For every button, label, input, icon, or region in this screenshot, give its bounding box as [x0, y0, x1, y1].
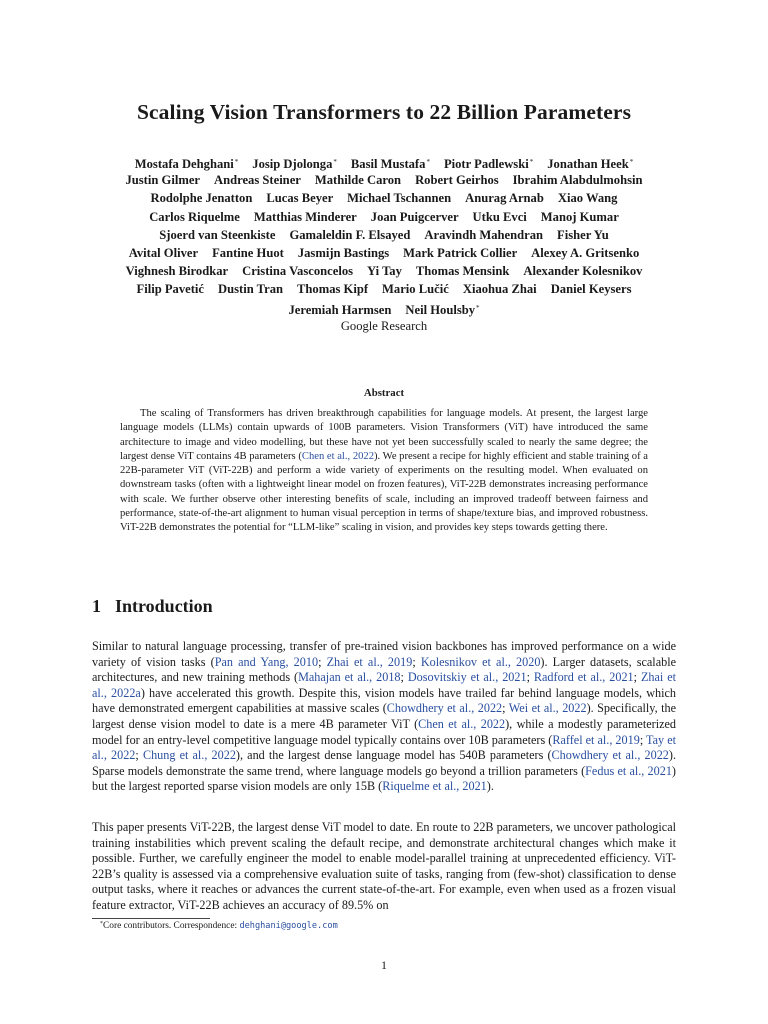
author-name	[289, 228, 410, 242]
paragraph-text: ;	[639, 732, 647, 747]
citation-link[interactable]: Chen et al., 2022	[301, 450, 375, 462]
author-name-text: Justin Gilmer	[125, 173, 200, 188]
author-name-text: Thomas Mensink	[415, 264, 510, 279]
paragraph-text: ;	[502, 701, 509, 716]
core-contributor-mark: *	[234, 158, 239, 166]
author-name	[242, 264, 353, 278]
author-name	[252, 157, 337, 171]
author-name-text: Piotr Padlewski	[443, 157, 529, 171]
citation-link[interactable]: Raffel et al., 2019	[552, 732, 640, 747]
author-name	[298, 246, 389, 260]
author-name-text: Jonathan Heek	[547, 157, 629, 171]
author-name	[551, 282, 632, 296]
citation-link[interactable]: Radford et al., 2021	[533, 670, 634, 685]
paragraph-text: ). Specifically, the largest dense vision model to date is a mere 4B parameter ViT (	[92, 701, 676, 731]
author-name-text: Filip Pavetić	[136, 282, 205, 297]
author-name	[473, 210, 527, 224]
author-name-text: Alexey A. Gritsenko	[531, 245, 640, 260]
footnote-text: Core contributors. Correspondence:	[103, 921, 240, 931]
author-name	[367, 264, 402, 278]
intro-paragraph-2	[92, 820, 676, 914]
author-name-text: Xiaohua Zhai	[462, 282, 537, 297]
paragraph-text: ). Sparse models demonstrate the same trend, where language models go beyond a trillion parameters (	[92, 748, 676, 778]
citation-link[interactable]: Fedus et al., 2021	[585, 763, 672, 778]
author-name	[218, 282, 283, 296]
citation-link[interactable]: Wei et al., 2022	[508, 701, 587, 716]
section-heading	[92, 596, 213, 617]
author-name	[405, 303, 479, 317]
author-line	[70, 280, 698, 298]
author-name-text: Gamaleldin F. Elsayed	[289, 227, 411, 242]
author-name	[463, 282, 537, 296]
author-name-text: Mathilde Caron	[314, 173, 402, 188]
citation-link[interactable]: Dosovitskiy et al., 2021	[407, 670, 527, 685]
core-contributor-mark: *	[529, 158, 534, 166]
author-name-text: Aravindh Mahendran	[424, 227, 544, 242]
author-name-text: Daniel Keysers	[550, 282, 632, 297]
paragraph-text: ), while a modestly parameterized model for an entry-level competitive language model typically contains over 10B parameters (	[92, 716, 676, 747]
author-name	[415, 173, 499, 187]
author-name	[151, 191, 253, 205]
author-name-text: Mario Lučić	[382, 282, 449, 297]
author-name	[531, 246, 639, 260]
author-name-text: Joan Puigcerver	[370, 209, 459, 224]
author-name-text: Fisher Yu	[557, 227, 609, 242]
citation-link[interactable]: Zhai et al., 2019	[326, 654, 413, 669]
citation-link[interactable]: Tay et al., 2022	[92, 732, 676, 763]
author-line	[70, 244, 698, 262]
author-name-text: Michael Tschannen	[347, 191, 452, 206]
author-name	[547, 157, 633, 171]
citation-link[interactable]: Mahajan et al., 2018	[298, 670, 401, 685]
author-name-text: Utku Evci	[472, 209, 527, 224]
author-name-text: Fantine Huot	[212, 245, 284, 260]
correspondence-email-link[interactable]: dehghani@google.com	[239, 921, 338, 931]
author-name	[465, 191, 544, 205]
author-name	[297, 282, 368, 296]
author-name	[444, 157, 533, 171]
author-name-text: Basil Mustafa	[350, 157, 426, 171]
core-contributor-mark: *	[426, 158, 430, 166]
author-line	[70, 153, 698, 171]
author-name-text: Sjoerd van Steenkiste	[159, 227, 276, 242]
author-name-text: Jasmijn Bastings	[297, 245, 390, 260]
author-name-text: Lucas Beyer	[266, 191, 334, 206]
author-list	[70, 153, 698, 335]
paragraph-text: The scaling of Transformers has driven breakthrough capabilities for language models. At present, the largest large language models (LLMs) contain upwards of 100B parameters. Vision Transformers (ViT) have introduced the same architecture to image and video modelling, but these have not yet been successfully scaled to nearly the same degree; the largest dense ViT contains 4B parameters (	[120, 408, 648, 462]
affiliation: Google Research	[340, 318, 428, 333]
author-name-text: Cristina Vasconcelos	[242, 264, 354, 279]
author-name	[371, 210, 459, 224]
author-name	[126, 264, 229, 278]
section-number: 1	[92, 596, 101, 616]
footnote-mark: *	[100, 921, 103, 927]
paragraph-text: ;	[400, 670, 408, 685]
author-name-text: Manoj Kumar	[540, 209, 619, 224]
citation-link[interactable]: Chung et al., 2022	[142, 748, 236, 763]
author-name-text: Neil Houlsby	[405, 302, 476, 317]
author-line	[70, 262, 698, 280]
paragraph-text: ;	[135, 748, 143, 763]
author-name-text: Josip Djolonga	[252, 157, 333, 171]
author-name	[403, 246, 517, 260]
page-number: 1	[381, 958, 387, 972]
author-name	[523, 264, 642, 278]
author-name	[288, 303, 391, 317]
author-name	[266, 191, 333, 205]
footnote	[100, 921, 338, 931]
author-name-text: Alexander Kolesnikov	[523, 264, 643, 279]
citation-link[interactable]: Zhai et al., 2022a	[92, 670, 677, 700]
author-name	[149, 210, 240, 224]
author-name-text: Jeremiah Harmsen	[288, 302, 392, 317]
citation-link[interactable]: Chowdhery et al., 2022	[551, 748, 669, 763]
section-title: Introduction	[115, 596, 213, 616]
author-name-text: Robert Geirhos	[415, 173, 499, 188]
author-name-text: Yi Tay	[367, 264, 402, 279]
author-name	[212, 246, 284, 260]
author-name	[416, 264, 509, 278]
author-name	[214, 173, 301, 187]
paragraph-text: ).	[486, 779, 494, 794]
author-name-text: Mostafa Dehghani	[134, 157, 234, 171]
abstract-heading: Abstract	[363, 387, 405, 399]
paper-title: Scaling Vision Transformers to 22 Billion Parameters	[136, 100, 632, 124]
footnote-divider	[92, 918, 210, 919]
author-name	[137, 282, 205, 296]
author-name	[382, 282, 449, 296]
author-name-text: Anurag Arnab	[465, 191, 544, 206]
author-name-text: Mark Patrick Collier	[403, 245, 518, 260]
author-name	[424, 228, 543, 242]
paragraph-text: ;	[526, 670, 534, 685]
author-line	[70, 208, 698, 226]
paragraph-text: ;	[412, 654, 421, 669]
author-name	[557, 228, 609, 242]
core-contributor-mark: *	[333, 158, 337, 166]
author-name	[558, 191, 618, 205]
core-contributor-mark: *	[629, 158, 634, 166]
abstract-text	[120, 407, 648, 536]
paragraph-text: ), and the largest dense language model has 540B parameters (	[235, 748, 552, 763]
author-line	[70, 189, 698, 207]
intro-paragraph-1	[92, 639, 676, 795]
author-name-text: Xiao Wang	[557, 191, 618, 206]
core-contributor-mark: *	[476, 303, 480, 312]
author-line	[70, 226, 698, 244]
paragraph-text: This paper presents ViT-22B, the largest dense ViT model to date. En route to 22B parameters, we uncover pathological training instabilities which prevent scaling the default recipe, and demonstrate architectural changes which make it possible. Further, we carefully engineer the model to enable model-parallel training at unprecedented efficiency. ViT-22B’s quality is assessed via a comprehensive evaluation suite of tasks, ranging from (few-shot) classification to dense output tasks, where it reaches or advances the current state-of-the-art. For example, even when used as a frozen visual feature extractor, ViT-22B achieves an accuracy of 89.5% on	[92, 820, 676, 912]
author-name-text: Andreas Steiner	[214, 173, 301, 188]
author-line	[70, 171, 698, 189]
paragraph-text: ;	[318, 654, 327, 669]
citation-link[interactable]: Kolesnikov et al., 2020	[420, 654, 541, 669]
paragraph-text: ;	[633, 670, 641, 685]
paragraph-text: ) have accelerated this growth. Despite this, vision models have trailed far behind language models, which have demonstrated emergent capabilities at massive scales (	[92, 685, 676, 716]
author-name-text: Rodolphe Jenatton	[150, 191, 253, 206]
paragraph-text: ) but the largest reported sparse vision models are only 15B (	[92, 763, 676, 794]
author-name	[351, 157, 430, 171]
author-name	[315, 173, 401, 187]
author-name	[347, 191, 451, 205]
author-name	[541, 210, 619, 224]
citation-link[interactable]: Chowdhery et al., 2022	[386, 701, 503, 716]
author-name	[129, 246, 198, 260]
author-name-text: Thomas Kipf	[297, 282, 369, 297]
author-name	[513, 173, 643, 187]
paragraph-text: Similar to natural language processing, transfer of pre-trained vision backbones has improved performance on a wide variety of vision tasks (	[92, 639, 676, 669]
author-name-text: Vighnesh Birodkar	[125, 264, 229, 279]
citation-link[interactable]: Pan and Yang, 2010	[214, 654, 319, 669]
author-name-text: Dustin Tran	[218, 282, 283, 297]
author-name-text: Carlos Riquelme	[149, 209, 240, 224]
author-line	[70, 299, 698, 317]
author-name	[254, 210, 357, 224]
author-name-text: Matthias Minderer	[253, 209, 357, 224]
citation-link[interactable]: Riquelme et al., 2021	[382, 779, 487, 794]
paragraph-text: ). Larger datasets, scalable architectures, and new training methods (	[92, 654, 676, 685]
author-name	[125, 173, 200, 187]
citation-link[interactable]: Chen et al., 2022	[418, 716, 506, 731]
author-name	[135, 157, 239, 171]
author-name-text: Ibrahim Alabdulmohsin	[512, 173, 643, 188]
paragraph-text: ). We present a recipe for highly efficient and stable training of a 22B-parameter ViT (ViT-22B) and perform a wide variety of experiments on the resulting model. When evaluated on downstream tasks (often with a lightweight linear model on frozen features), ViT-22B demonstrates increasing performance with scale. We further observe other interesting benefits of scale, including an improved tradeoff between fairness and performance, state-of-the-art alignment to human visual perception in terms of shape/texture bias, and improved robustness. ViT-22B demonstrates the potential for “LLM-like” scaling in vision, and provides key steps towards getting there.	[120, 450, 649, 534]
author-name-text: Avital Oliver	[128, 245, 199, 260]
author-name	[159, 228, 275, 242]
